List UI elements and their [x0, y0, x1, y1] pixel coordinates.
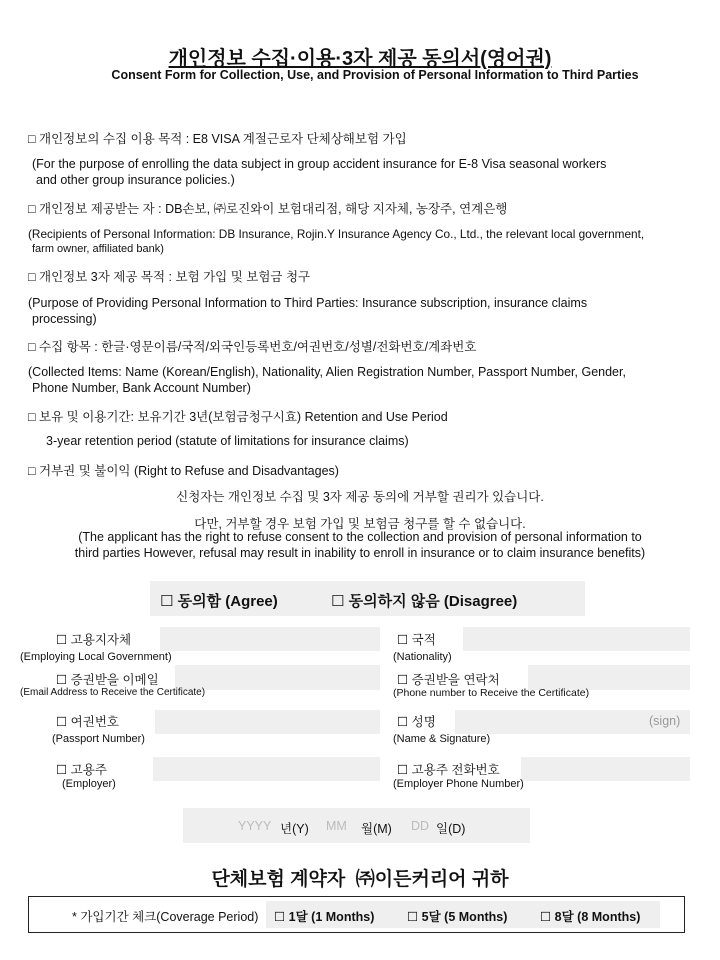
field-label-local-gov[interactable]: ☐ 고용지자체 — [56, 633, 132, 647]
field-sublabel-name: (Name & Signature) — [393, 733, 491, 745]
field-sublabel-phone: (Phone number to Receive the Certificate) — [393, 687, 590, 699]
coverage-label: * 가입기간 체크(Coverage Period) — [72, 910, 259, 924]
field-label-phone[interactable]: ☐ 증권받을 연락처 — [397, 673, 500, 687]
section-purpose-en: (For the purpose of enrolling the data subject in group accident insurance for E-8 Visa seasonal workers — [32, 157, 607, 171]
year-input[interactable]: YYYY — [238, 819, 272, 833]
section-items-en2: Phone Number, Bank Account Number) — [32, 381, 251, 395]
employer-input[interactable] — [153, 757, 380, 781]
refusal-line2: 다만, 거부할 경우 보험 가입 및 보험금 청구를 할 수 없습니다. — [194, 517, 526, 531]
section-retention-en: 3-year retention period (statute of limitations for insurance claims) — [46, 434, 409, 448]
section-recipients-en: (Recipients of Personal Information: DB Insurance, Rojin.Y Insurance Agency Co., Ltd., the relevant local government, — [28, 227, 645, 241]
field-label-passport[interactable]: ☐ 여권번호 — [56, 715, 119, 729]
section-refuse-ko: □ 거부권 및 불이익 (Right to Refuse and Disadvantages) — [28, 464, 339, 478]
employer-phone-input[interactable] — [521, 757, 690, 781]
refusal-line1: 신청자는 개인정보 수집 및 3자 제공 동의에 거부할 권리가 있습니다. — [176, 490, 544, 504]
month-input[interactable]: MM — [326, 819, 347, 833]
contractor-heading: 단체보험 계약자 ㈜이든커리어 귀하 — [211, 869, 509, 890]
agree-checkbox[interactable]: ☐ 동의함 (Agree) — [160, 593, 278, 610]
section-items-en: (Collected Items: Name (Korean/English), Nationality, Alien Registration Number, Passport Number, Gender, — [28, 365, 626, 379]
section-items-ko: □ 수집 항목 : 한글·영문이름/국적/외국인등록번호/여권번호/성별/전화번호/계좌번호 — [28, 340, 477, 354]
field-label-employer[interactable]: ☐ 고용주 — [56, 763, 107, 777]
date-box — [183, 808, 530, 843]
field-sublabel-nationality: (Nationality) — [393, 651, 452, 663]
coverage-1-month[interactable]: ☐ 1달 (1 Months) — [274, 910, 375, 924]
page-subtitle: Consent Form for Collection, Use, and Provision of Personal Information to Third Parties — [111, 68, 639, 82]
year-label: 년(Y) — [280, 822, 309, 836]
refusal-en2: third parties However, refusal may result in inability to enroll in insurance or to claim insurance benefits) — [74, 546, 646, 560]
section-recipients-ko: □ 개인정보 제공받는 자 : DB손보, ㈜로진와이 보험대리점, 해당 지자체, 농장주, 연계은행 — [28, 202, 508, 216]
section-third-party-en: (Purpose of Providing Personal Information to Third Parties: Insurance subscription, insurance claims — [28, 296, 588, 310]
field-sublabel-employer-phone: (Employer Phone Number) — [393, 778, 524, 790]
nationality-input[interactable] — [463, 627, 690, 651]
field-label-employer-phone[interactable]: ☐ 고용주 전화번호 — [397, 763, 500, 777]
email-input[interactable] — [175, 665, 380, 690]
day-label: 일(D) — [436, 822, 466, 836]
field-label-nationality[interactable]: ☐ 국적 — [397, 633, 436, 647]
field-sublabel-local-gov: (Employing Local Government) — [20, 651, 172, 663]
month-label: 월(M) — [361, 822, 392, 836]
field-label-email[interactable]: ☐ 증권받을 이메일 — [56, 673, 159, 687]
section-retention-ko: □ 보유 및 이용기간: 보유기간 3년(보험금청구시효) Retention and Use Period — [28, 410, 448, 424]
coverage-5-months[interactable]: ☐ 5달 (5 Months) — [407, 910, 508, 924]
field-sublabel-passport: (Passport Number) — [52, 733, 145, 745]
passport-input[interactable] — [155, 710, 380, 734]
local-gov-input[interactable] — [160, 627, 380, 651]
day-input[interactable]: DD — [411, 819, 430, 833]
field-sublabel-email: (Email Address to Receive the Certificate) — [20, 687, 206, 698]
coverage-8-months[interactable]: ☐ 8달 (8 Months) — [540, 910, 641, 924]
section-purpose-en2: and other group insurance policies.) — [36, 173, 235, 187]
section-recipients-en2: farm owner, affiliated bank) — [32, 243, 164, 255]
section-purpose-ko: □ 개인정보의 수집 이용 목적 : E8 VISA 계절근로자 단체상해보험 가입 — [28, 132, 407, 146]
refusal-en1: (The applicant has the right to refuse consent to the collection and provision of personal information to — [78, 530, 642, 544]
section-third-party-ko: □ 개인정보 3자 제공 목적 : 보험 가입 및 보험금 청구 — [28, 270, 311, 284]
section-third-party-en2: processing) — [32, 312, 97, 326]
field-label-name[interactable]: ☐ 성명 — [397, 715, 436, 729]
page-title: 개인정보 수집·이용·3자 제공 동의서(영어권) — [168, 48, 552, 70]
sign-hint: (sign) — [649, 714, 681, 728]
disagree-checkbox[interactable]: ☐ 동의하지 않음 (Disagree) — [331, 593, 518, 610]
field-sublabel-employer: (Employer) — [62, 778, 116, 790]
